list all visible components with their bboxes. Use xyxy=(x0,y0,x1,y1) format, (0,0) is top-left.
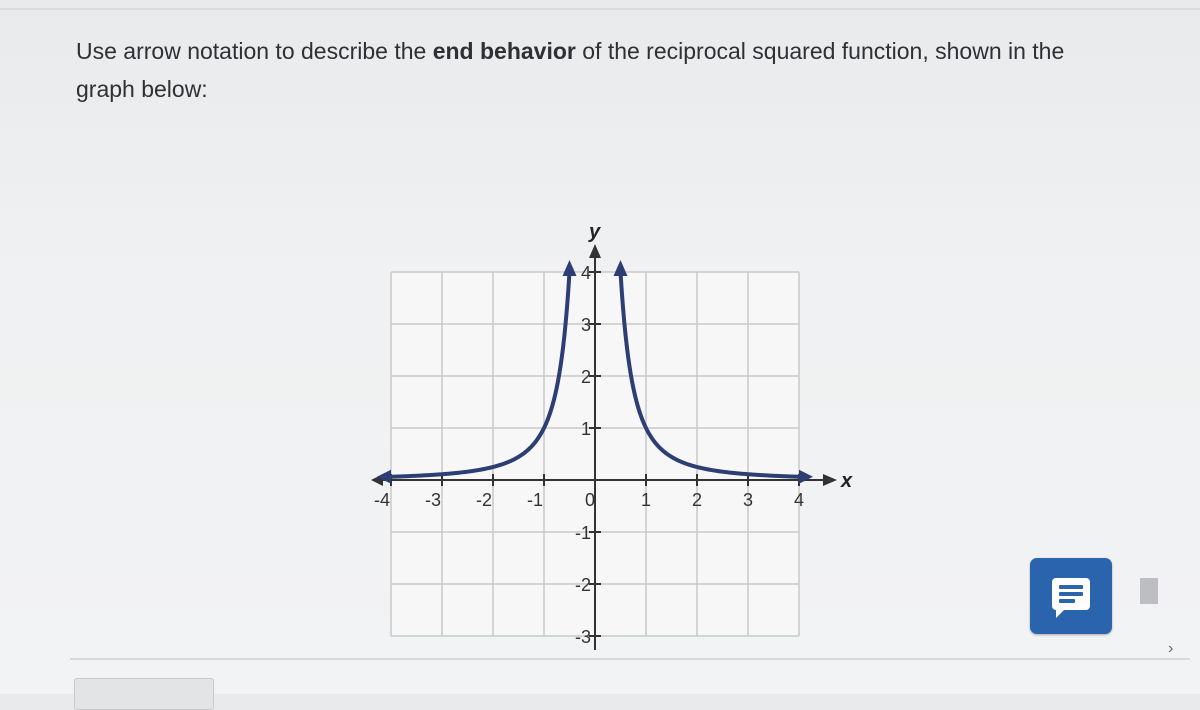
x-axis-arrow xyxy=(823,474,837,486)
x-axis-label: x xyxy=(841,470,853,492)
x-tick-label: 1 xyxy=(641,490,652,510)
y-tick-label: 1 xyxy=(581,419,592,439)
curve-arrow-end-right xyxy=(799,470,813,484)
x-tick-label: 2 xyxy=(692,490,703,510)
y-tick-label: 4 xyxy=(581,263,592,283)
y-tick-label: -2 xyxy=(575,575,592,595)
side-scroll-tab[interactable] xyxy=(1140,578,1158,604)
y-tick-label: 2 xyxy=(581,367,592,387)
y-tick-label: 3 xyxy=(581,315,592,335)
x-tick-label: -2 xyxy=(476,490,493,510)
chevron-right-icon[interactable]: › xyxy=(1168,640,1174,657)
graph xyxy=(374,220,853,647)
y-tick-label: -3 xyxy=(575,627,592,647)
curve-arrow-top-right xyxy=(614,260,628,276)
notes-button[interactable] xyxy=(1030,558,1112,634)
x-tick-label: 3 xyxy=(743,490,754,510)
x-tick-label: -3 xyxy=(425,490,442,510)
notes-icon xyxy=(1052,578,1090,610)
bottom-button[interactable] xyxy=(74,678,214,710)
x-tick-label: 4 xyxy=(794,490,805,510)
question-bold-term: end behavior xyxy=(432,38,576,64)
question-suffix: of the reciprocal squared function, shown in the graph below: xyxy=(76,38,1065,102)
bottom-divider xyxy=(70,658,1190,660)
y-tick-label: -1 xyxy=(575,523,592,543)
y-axis-label: y xyxy=(589,221,601,243)
x-tick-label: 0 xyxy=(585,490,596,510)
question-text xyxy=(76,32,1126,108)
y-axis-arrow xyxy=(589,244,601,258)
question-prefix: Use arrow notation to describe the xyxy=(76,38,433,64)
top-divider xyxy=(0,8,1200,10)
x-tick-label: -4 xyxy=(374,490,391,510)
x-tick-label: -1 xyxy=(527,490,544,510)
reciprocal-squared-graph xyxy=(374,220,853,647)
curve-arrow-top-left xyxy=(563,260,577,276)
